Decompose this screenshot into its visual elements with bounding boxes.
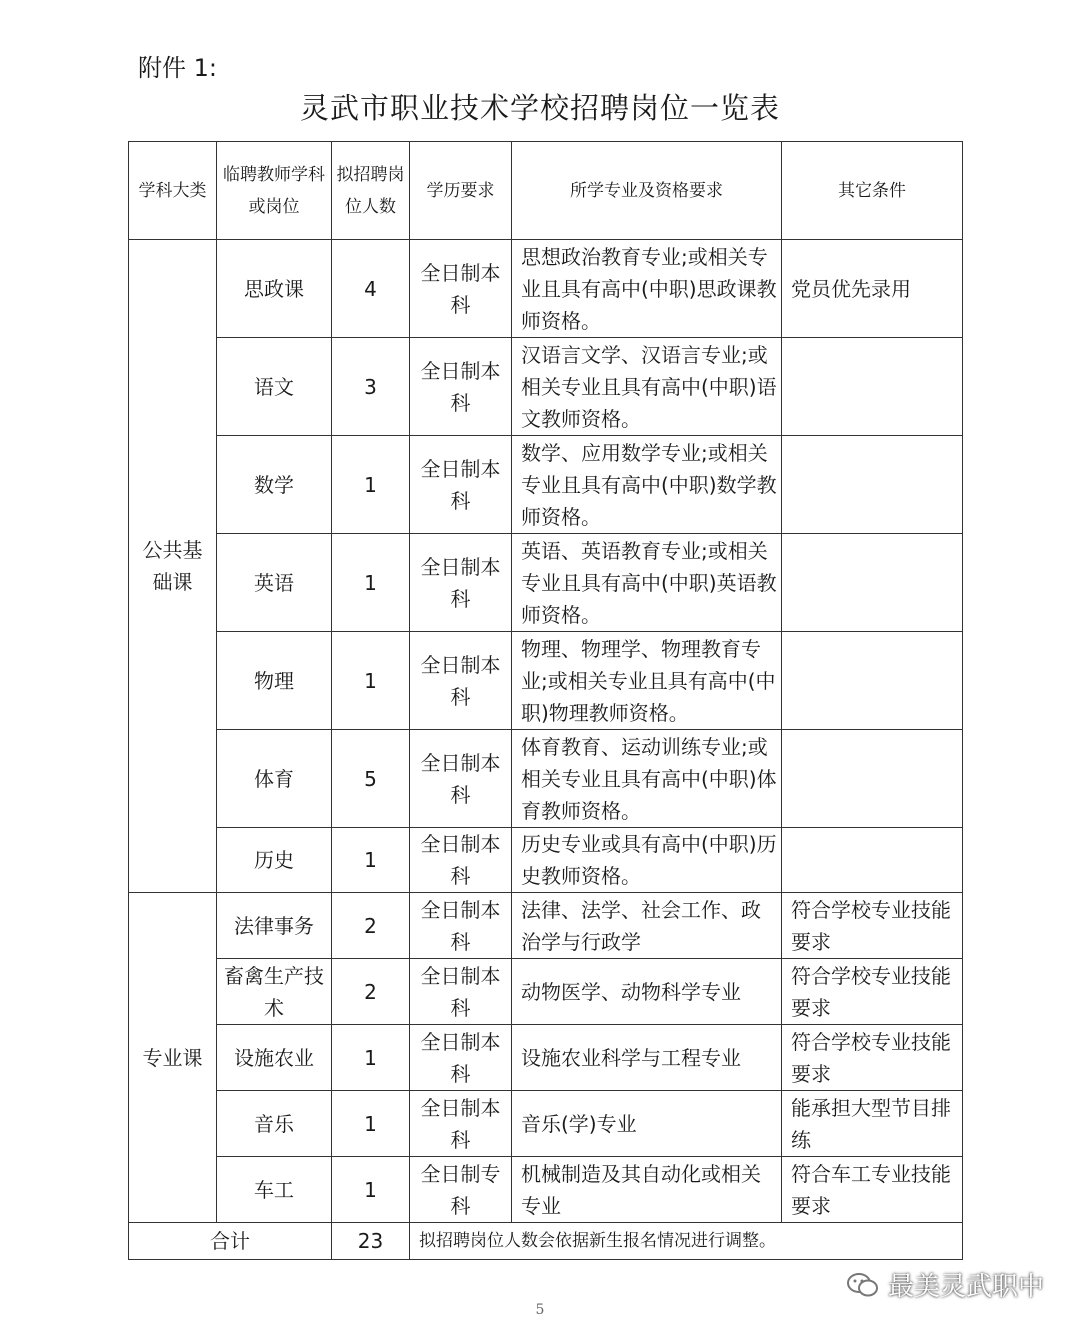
major-cell: 音乐(学)专业 [512,1091,782,1157]
count-cell: 3 [332,338,410,436]
header-subject: 临聘教师学科或岗位 [217,142,332,240]
table-row [129,959,963,1025]
header-major: 所学专业及资格要求 [512,142,782,240]
subject-cell: 历史 [217,828,332,893]
subject-cell: 设施农业 [217,1025,332,1091]
attachment-label: 附件 1: [138,54,217,82]
category-cell: 专业课 [129,893,217,1223]
other-cell [782,436,963,534]
table-row [129,893,963,959]
count-cell: 2 [332,893,410,959]
major-cell: 设施农业科学与工程专业 [512,1025,782,1091]
total-note: 拟招聘岗位人数会依据新生报名情况进行调整。 [410,1223,963,1260]
other-cell: 符合学校专业技能要求 [782,893,963,959]
major-cell: 思想政治教育专业;或相关专业且具有高中(中职)思政课教师资格。 [512,240,782,338]
subject-cell: 物理 [217,632,332,730]
recruitment-table [128,141,963,1260]
table-row [129,1091,963,1157]
count-cell: 1 [332,534,410,632]
total-row [129,1223,963,1260]
major-cell: 数学、应用数学专业;或相关专业且具有高中(中职)数学教师资格。 [512,436,782,534]
header-category: 学科大类 [129,142,217,240]
education-cell: 全日制本科 [410,632,512,730]
major-cell: 体育教育、运动训练专业;或相关专业且具有高中(中职)体育教师资格。 [512,730,782,828]
table-row [129,1025,963,1091]
subject-cell: 英语 [217,534,332,632]
table-row [129,1157,963,1223]
count-cell: 1 [332,1025,410,1091]
subject-cell: 思政课 [217,240,332,338]
education-cell: 全日制本科 [410,534,512,632]
other-cell: 符合学校专业技能要求 [782,1025,963,1091]
other-cell: 符合车工专业技能要求 [782,1157,963,1223]
subject-cell: 语文 [217,338,332,436]
table-row [129,240,963,338]
education-cell: 全日制本科 [410,338,512,436]
table-row [129,436,963,534]
count-cell: 1 [332,632,410,730]
table-row [129,534,963,632]
subject-cell: 畜禽生产技术 [217,959,332,1025]
education-cell: 全日制本科 [410,240,512,338]
wechat-icon [846,1271,880,1299]
major-cell: 法律、法学、社会工作、政治学与行政学 [512,893,782,959]
total-count: 23 [332,1223,410,1260]
table-row [129,338,963,436]
education-cell: 全日制本科 [410,1091,512,1157]
other-cell: 能承担大型节目排练 [782,1091,963,1157]
subject-cell: 数学 [217,436,332,534]
header-other: 其它条件 [782,142,963,240]
education-cell: 全日制本科 [410,893,512,959]
education-cell: 全日制本科 [410,959,512,1025]
table-row [129,730,963,828]
count-cell: 1 [332,1091,410,1157]
category-cell: 公共基础课 [129,240,217,893]
major-cell: 机械制造及其自动化或相关专业 [512,1157,782,1223]
count-cell: 1 [332,1157,410,1223]
other-cell [782,730,963,828]
subject-cell: 音乐 [217,1091,332,1157]
other-cell: 党员优先录用 [782,240,963,338]
major-cell: 汉语言文学、汉语言专业;或相关专业且具有高中(中职)语文教师资格。 [512,338,782,436]
other-cell [782,338,963,436]
count-cell: 2 [332,959,410,1025]
count-cell: 1 [332,436,410,534]
count-cell: 1 [332,828,410,893]
major-cell: 历史专业或具有高中(中职)历史教师资格。 [512,828,782,893]
table-row [129,632,963,730]
education-cell: 全日制本科 [410,730,512,828]
education-cell: 全日制本科 [410,436,512,534]
count-cell: 5 [332,730,410,828]
other-cell: 符合学校专业技能要求 [782,959,963,1025]
header-education: 学历要求 [410,142,512,240]
table-row [129,828,963,893]
other-cell [782,828,963,893]
education-cell: 全日制本科 [410,1025,512,1091]
total-label: 合计 [129,1223,332,1260]
major-cell: 英语、英语教育专业;或相关专业且具有高中(中职)英语教师资格。 [512,534,782,632]
other-cell [782,632,963,730]
major-cell: 物理、物理学、物理教育专业;或相关专业且具有高中(中职)物理教师资格。 [512,632,782,730]
subject-cell: 法律事务 [217,893,332,959]
table-header-row [129,142,963,240]
watermark-text: 最美灵武职中 [887,1272,1044,1302]
other-cell [782,534,963,632]
count-cell: 4 [332,240,410,338]
header-count: 拟招聘岗位人数 [332,142,410,240]
major-cell: 动物医学、动物科学专业 [512,959,782,1025]
page-number: 5 [535,1302,545,1318]
education-cell: 全日制专科 [410,1157,512,1223]
subject-cell: 体育 [217,730,332,828]
subject-cell: 车工 [217,1157,332,1223]
page-title: 灵武市职业技术学校招聘岗位一览表 [299,91,780,125]
wechat-watermark [846,1266,1044,1303]
education-cell: 全日制本科 [410,828,512,893]
